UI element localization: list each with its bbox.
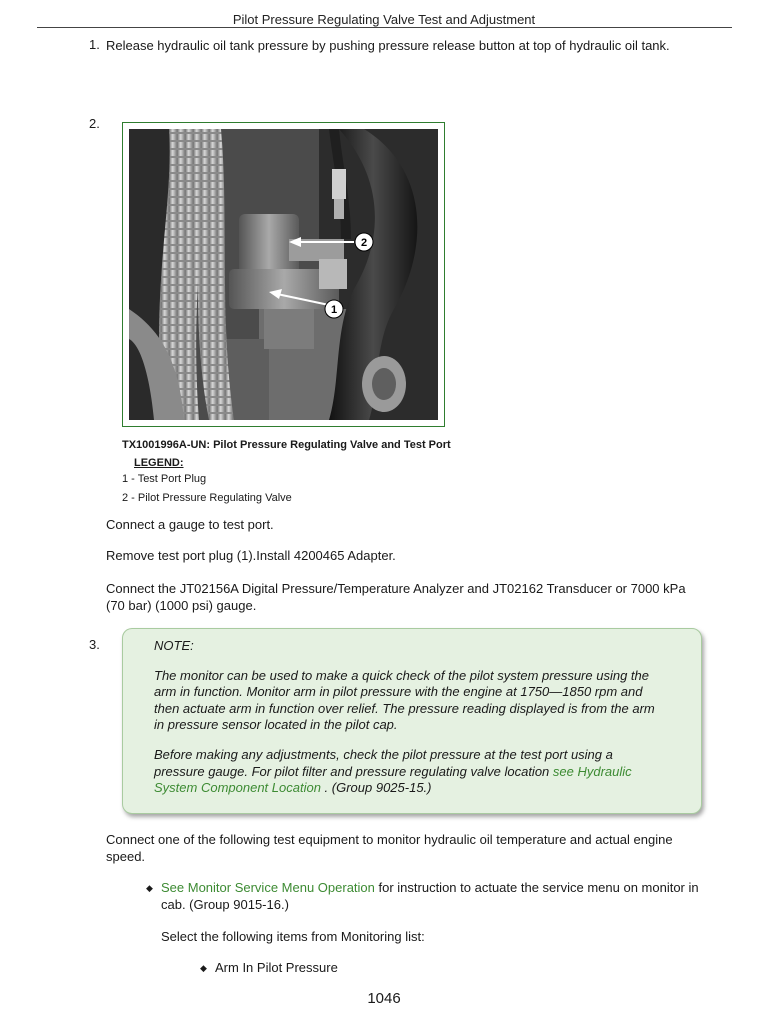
note-para1-line: arm in function. Monitor arm in pilot pressure with the engine at 1750—1850 rpm and <box>154 684 643 699</box>
instruction-connect-gauge: Connect a gauge to test port. <box>106 517 274 532</box>
instruction-connect-analyzer-line1: Connect the JT02156A Digital Pressure/Temperature Analyzer and JT02162 Transducer or 7000 kPa <box>106 581 686 596</box>
instruction-connect-analyzer-line2: (70 bar) (1000 psi) gauge. <box>106 598 257 613</box>
monitoring-item-arm-in-pilot-pressure: Arm In Pilot Pressure <box>215 960 338 975</box>
bullet-diamond-icon: ◆ <box>146 883 153 893</box>
callout-2-label: 2 <box>360 237 368 249</box>
step-2-number: 2. <box>89 116 100 131</box>
page-header-title: Pilot Pressure Regulating Valve Test and Adjustment <box>232 12 536 27</box>
step-1-text: Release hydraulic oil tank pressure by pushing pressure release button at top of hydraulic oil tank. <box>106 38 670 53</box>
note-box <box>122 628 702 814</box>
instruction-connect-equipment-line2: speed. <box>106 849 146 864</box>
note-para2-line <box>154 763 632 780</box>
bullet-diamond-icon: ◆ <box>200 963 207 973</box>
step-1-number: 1. <box>89 37 100 52</box>
callout-1-label: 1 <box>330 304 338 316</box>
note-para2-line: Before making any adjustments, check the pilot pressure at the test port using a <box>154 747 613 762</box>
hydraulic-component-location-link-cont[interactable]: System Component Location <box>154 780 321 795</box>
valve-photo <box>129 129 438 420</box>
note-group-ref: . (Group 9025-15.) <box>320 780 432 795</box>
note-para1-line: then actuate arm in function over relief. The pressure reading displayed is from the arm <box>154 701 655 716</box>
step-3-number: 3. <box>89 637 100 652</box>
figure-caption: TX1001996A-UN: Pilot Pressure Regulating Valve and Test Port <box>122 439 451 451</box>
figure-photo-frame <box>122 122 445 427</box>
legend-title: LEGEND: <box>134 457 184 469</box>
note-para1-line: The monitor can be used to make a quick check of the pilot system pressure using the <box>154 668 649 683</box>
page-number: 1046 <box>367 990 401 1007</box>
note-para2-text: pressure gauge. For pilot filter and pressure regulating valve location <box>154 764 553 779</box>
legend-item: 1 - Test Port Plug <box>122 473 207 485</box>
header-divider <box>37 27 732 28</box>
instruction-connect-equipment-line1: Connect one of the following test equipment to monitor hydraulic oil temperature and actual engine <box>106 832 673 847</box>
monitor-service-menu-link[interactable]: See Monitor Service Menu Operation <box>161 880 375 895</box>
valve-photo-illustration <box>129 129 438 420</box>
bullet-1-line2: cab. (Group 9015-16.) <box>161 897 289 912</box>
bullet-1-line1 <box>161 879 699 896</box>
hydraulic-component-location-link[interactable]: see Hydraulic <box>552 764 632 779</box>
instruction-remove-plug: Remove test port plug (1).Install 4200465 Adapter. <box>106 548 396 563</box>
note-title: NOTE: <box>154 638 194 653</box>
select-items-text: Select the following items from Monitoring list: <box>161 929 425 944</box>
note-para2-line <box>154 779 432 796</box>
note-para1-line: in pressure sensor located in the pilot cap. <box>154 717 398 732</box>
legend-item: 2 - Pilot Pressure Regulating Valve <box>122 492 292 504</box>
bullet-1-text: for instruction to actuate the service menu on monitor in <box>374 880 699 895</box>
